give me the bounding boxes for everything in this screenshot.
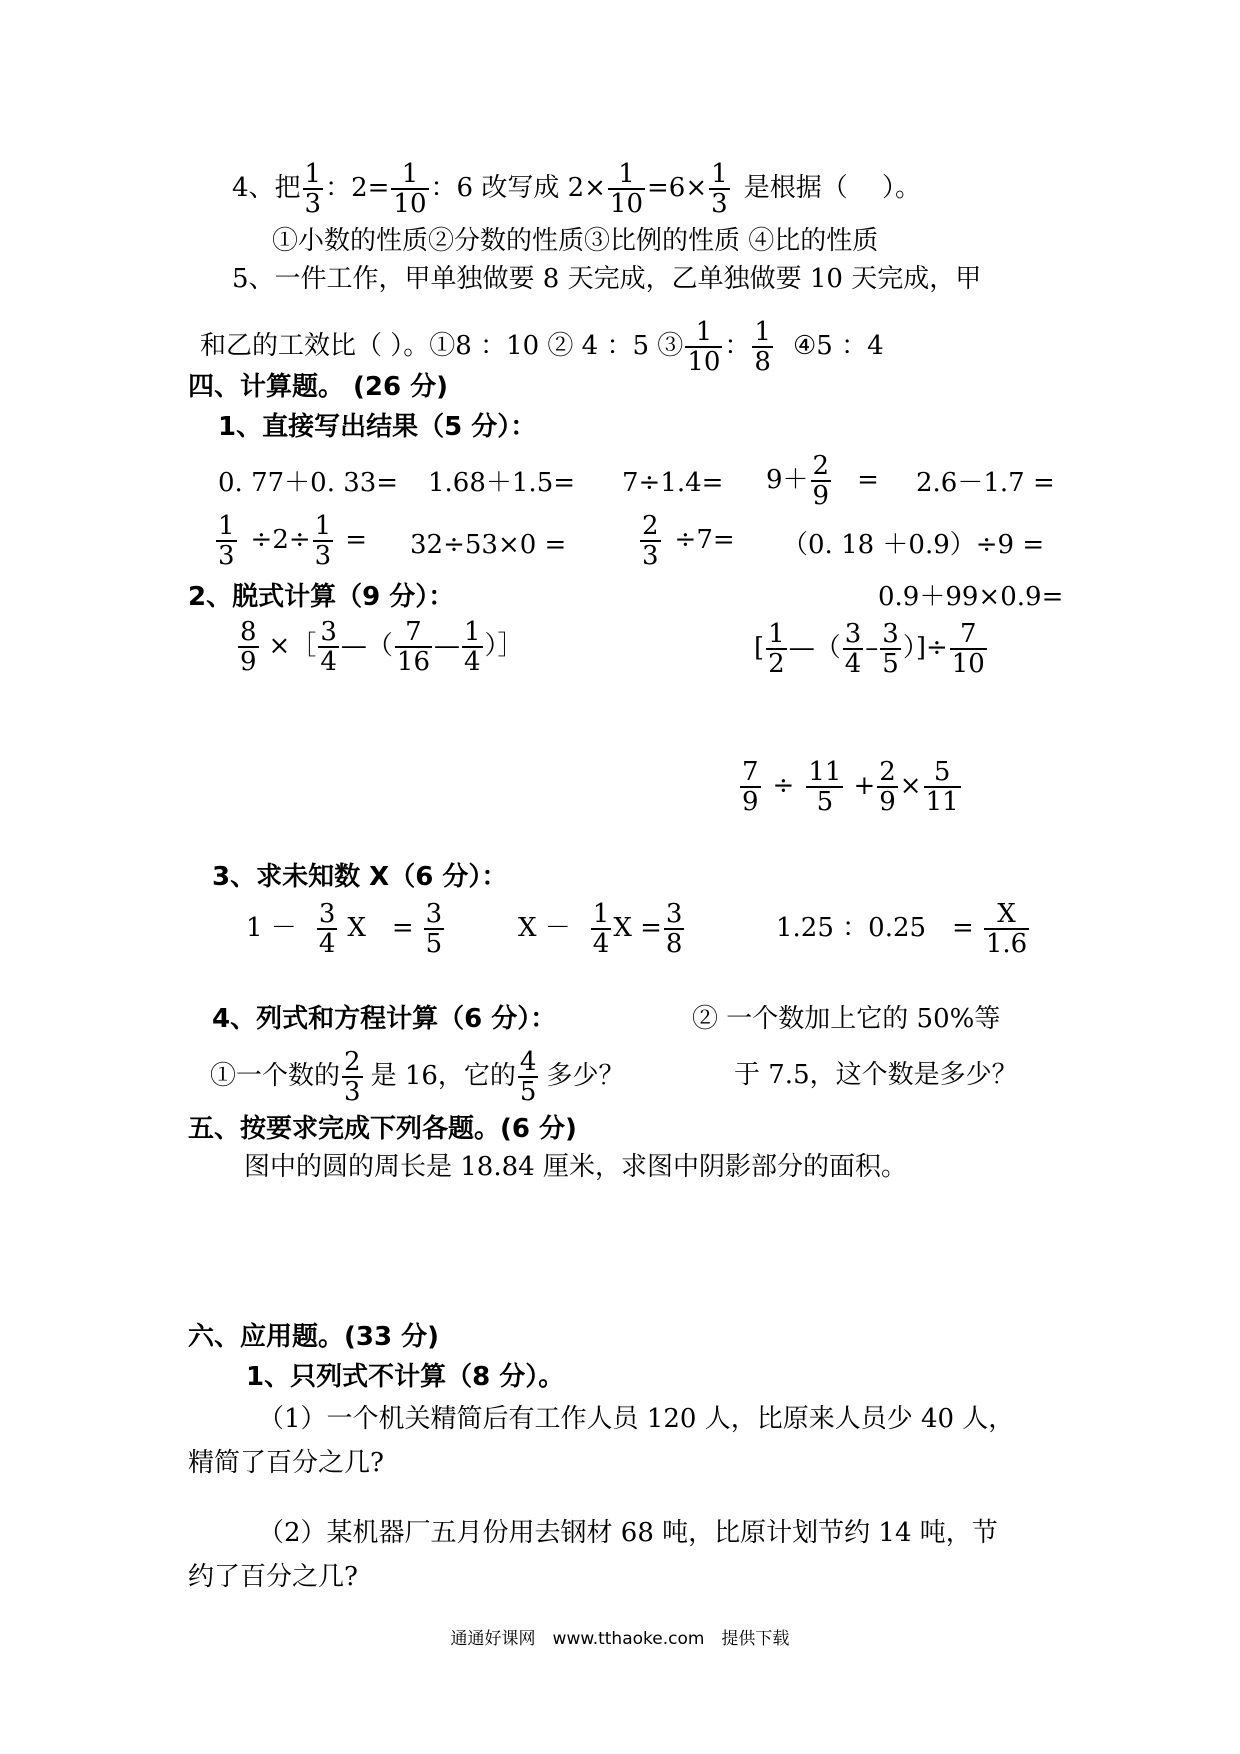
fraction: $\frac{3}{5}$ bbox=[425, 899, 443, 959]
fraction: $\frac{1}{3}$ bbox=[314, 511, 332, 571]
calc-row2-e2: 32÷53×0 = bbox=[410, 530, 567, 560]
fraction: $\frac{7}{16}$ bbox=[396, 617, 430, 677]
calc-e1: 0. 77＋0. 33= bbox=[218, 468, 399, 498]
calc-e4 bbox=[766, 452, 879, 510]
expression-b bbox=[754, 620, 989, 678]
text: ： bbox=[724, 331, 751, 361]
text: = bbox=[857, 465, 879, 495]
section-4-sub1: 1、直接写出结果（5 分）： bbox=[218, 412, 537, 442]
fraction: $\frac{1}{2}$ bbox=[768, 619, 785, 679]
footer: 通通好课网 www.tthaoke.com 提供下载 bbox=[450, 1629, 790, 1649]
text: 是 16，它的 bbox=[370, 1061, 516, 1091]
text: ÷2÷ bbox=[250, 525, 311, 555]
problem-1-line-2: 精简了百分之几? bbox=[188, 1448, 384, 1478]
calc-e2: 1.68＋1.5= bbox=[428, 468, 576, 498]
equation-1 bbox=[246, 900, 446, 958]
text: 1 － bbox=[246, 913, 297, 943]
text: ④5 ：4 bbox=[792, 331, 884, 361]
problem-1-line-1: （1）一个机关精简后有工作人员 120 人，比原来人员少 40 人， bbox=[258, 1404, 1015, 1434]
text: ①一个数的 bbox=[210, 1061, 341, 1091]
fraction: $\frac{7}{10}$ bbox=[951, 619, 985, 679]
text: – bbox=[865, 633, 879, 663]
fraction: $\frac{1}{10}$ bbox=[393, 159, 427, 219]
text: —（ bbox=[788, 633, 841, 663]
question-5-line-1: 5、一件工作，甲单独做要 8 天完成，乙单独做要 10 天完成，甲 bbox=[232, 264, 982, 294]
expression-a bbox=[236, 618, 524, 676]
calc-row2-e1 bbox=[214, 512, 367, 570]
text: ：2= bbox=[325, 173, 390, 203]
fraction: $\frac{2}{3}$ bbox=[642, 511, 659, 571]
question-5-line-2 bbox=[200, 318, 884, 376]
text: ×［ bbox=[268, 631, 317, 661]
section-4-sub3: 3、求未知数 X（6 分）： bbox=[212, 862, 508, 892]
text: ：6 改写成 2× bbox=[430, 173, 606, 203]
question-4 bbox=[232, 160, 921, 218]
fraction: $\frac{11}{5}$ bbox=[808, 757, 842, 817]
fraction: $\frac{3}{4}$ bbox=[318, 899, 336, 959]
text: —（ bbox=[340, 631, 393, 661]
fraction: $\frac{2}{3}$ bbox=[344, 1047, 361, 1107]
fraction: $\frac{3}{4}$ bbox=[844, 619, 862, 679]
calc-e3: 7÷1.4= bbox=[622, 468, 724, 498]
text: 1.25 ：0.25 = bbox=[776, 913, 974, 943]
fraction: $\frac{1}{3}$ bbox=[218, 511, 235, 571]
calc-row2-e4: （0. 18 ＋0.9）÷9 = bbox=[782, 530, 1045, 560]
question-4-options: ①小数的性质②分数的性质③比例的性质 ④比的性质 bbox=[272, 226, 879, 256]
text: ÷ bbox=[772, 771, 795, 801]
text: 多少？ bbox=[546, 1061, 625, 1091]
equation-2 bbox=[518, 900, 686, 958]
text: 4、把 bbox=[232, 173, 301, 203]
fraction: $\frac{4}{5}$ bbox=[519, 1047, 537, 1107]
problem-2-line-1: ② 一个数加上它的 50%等 bbox=[692, 1004, 1001, 1034]
calc-e5: 2.6－1.7 = bbox=[916, 468, 1055, 498]
section-6-sub1: 1、只列式不计算（8 分）。 bbox=[246, 1362, 565, 1392]
section-4-heading: 四、计算题。 (26 分) bbox=[188, 372, 449, 402]
section-5-text: 图中的圆的周长是 18.84 厘米，求图中阴影部分的面积。 bbox=[244, 1152, 907, 1182]
text: X = bbox=[347, 913, 414, 943]
fraction: $\frac{7}{9}$ bbox=[742, 757, 759, 817]
text: 是根据（ ）。 bbox=[743, 173, 921, 203]
text: × bbox=[899, 771, 922, 801]
section-4-sub2: 2、脱式计算（9 分）： bbox=[188, 582, 455, 612]
text: — bbox=[434, 631, 460, 661]
fraction: $\frac{8}{9}$ bbox=[240, 617, 257, 677]
fraction: $\frac{2}{9}$ bbox=[812, 451, 830, 511]
fraction: $\frac{5}{11}$ bbox=[925, 757, 959, 817]
text: ÷7= bbox=[674, 525, 735, 555]
section-4-sub4: 4、列式和方程计算（6 分）： bbox=[212, 1004, 557, 1034]
fraction: $\frac{1}{3}$ bbox=[711, 159, 728, 219]
fraction: $\frac{2}{9}$ bbox=[879, 757, 896, 817]
text: =6× bbox=[647, 173, 708, 203]
fraction: $\frac{1}{10}$ bbox=[609, 159, 644, 219]
text: ）]÷ bbox=[902, 633, 948, 663]
equation-3 bbox=[776, 900, 1031, 958]
text: 9＋ bbox=[766, 465, 809, 495]
fraction: $\frac{1}{3}$ bbox=[304, 159, 322, 219]
problem-1 bbox=[210, 1048, 624, 1106]
section-6-heading: 六、应用题。(33 分) bbox=[188, 1322, 439, 1352]
calc-row2-e3 bbox=[638, 512, 735, 570]
text: X － bbox=[518, 913, 571, 943]
problem-2-line-1b: （2）某机器厂五月份用去钢材 68 吨，比原计划节约 14 吨，节 bbox=[258, 1518, 998, 1548]
text: 和乙的工效比（ ）。①8 ：10 ② 4 ：5 ③ bbox=[200, 331, 684, 361]
section-4-sub2-right: 0.9＋99×0.9= bbox=[878, 582, 1064, 612]
fraction: $\frac{1}{4}$ bbox=[592, 899, 610, 959]
text: [ bbox=[754, 633, 765, 663]
text: + bbox=[853, 771, 876, 801]
fraction: $\frac{3}{5}$ bbox=[882, 619, 899, 679]
problem-2-line-2b: 约了百分之几? bbox=[188, 1562, 358, 1592]
section-5-heading: 五、按要求完成下列各题。(6 分) bbox=[188, 1114, 577, 1144]
text: X = bbox=[613, 913, 662, 943]
fraction: $\frac{1}{10}$ bbox=[687, 317, 721, 377]
fraction: $\frac{1}{8}$ bbox=[754, 317, 771, 377]
fraction: $\frac{3}{4}$ bbox=[320, 617, 337, 677]
text: ）］ bbox=[484, 631, 524, 661]
problem-2-line-2: 于 7.5，这个数是多少？ bbox=[734, 1060, 1018, 1090]
expression-c bbox=[738, 758, 963, 816]
fraction: $\frac{X}{1.6}$ bbox=[985, 899, 1028, 959]
fraction: $\frac{1}{4}$ bbox=[464, 617, 481, 677]
fraction: $\frac{3}{8}$ bbox=[665, 899, 683, 959]
text: = bbox=[345, 525, 368, 555]
